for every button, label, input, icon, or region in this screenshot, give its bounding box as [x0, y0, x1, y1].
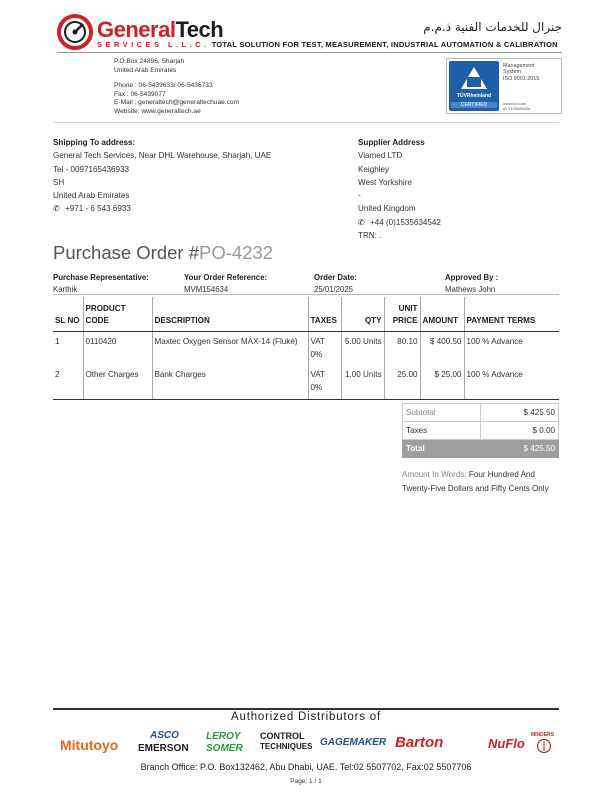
cert-line2: System [503, 69, 521, 76]
cell-qty: 1.00 Units [341, 365, 384, 399]
approved-label: Approved By : [445, 273, 499, 282]
approved-value: Mathews John [445, 285, 496, 294]
amount-in-words [402, 468, 562, 495]
col-header-taxes: TAXES [308, 297, 341, 331]
info-order-date [314, 272, 357, 296]
brand-gagemaker: GAGEMAKER [320, 737, 387, 748]
shipping-line: Tel - 0097165436933 [53, 164, 130, 174]
cell-payment-terms: 100 % Advance [464, 331, 559, 365]
header-divider [57, 52, 562, 53]
amount-words-label: Amount In Words: [402, 470, 467, 479]
cell-description: Bank Charges [152, 365, 308, 399]
cell-qty: 5.00 Units [341, 331, 384, 365]
cert-line1: Management [503, 63, 535, 69]
cell-sl: 2 [53, 365, 83, 399]
cell-sl: 1 [55, 336, 60, 346]
shipping-line: United Arab Emirates [53, 191, 130, 201]
shipping-line: SH [53, 177, 65, 187]
contact-pobox: P.O.Box 24896, Sharjah [114, 58, 185, 65]
header-separator [53, 122, 559, 123]
cell-amount: $ 25.00 [420, 365, 464, 399]
tagline-row [97, 40, 562, 52]
col-header-sl: SL NO [53, 297, 83, 331]
brand-techniques: TECHNIQUES [260, 742, 313, 751]
brand-nuflo: NuFlo [488, 736, 525, 751]
table-row [53, 365, 559, 399]
brand-minders: MINDERS [531, 732, 555, 738]
total-row [403, 440, 559, 458]
col-header-code: PRODUCT CODE [83, 297, 152, 331]
contact-website: Website: www.generaltech.ae [114, 107, 201, 115]
cell-taxes: VAT 0% [308, 365, 341, 399]
brand-leroy: LEROY [206, 731, 241, 742]
brand-somer: SOMER [206, 743, 243, 754]
info-approved-by [445, 272, 498, 296]
supplier-phone: +44 (0)1535634542 [370, 217, 441, 227]
total-label: Total [403, 440, 481, 458]
page-title [53, 242, 273, 264]
contact-country: United Arab Emirates [114, 66, 177, 74]
certification-text [503, 63, 539, 82]
shipping-line: General Tech Services, Near DHL Warehouse, Sharjah, UAE [53, 151, 272, 161]
shipping-phone: +971 - 6 543 6933 [65, 204, 131, 214]
col-header-payment-terms: PAYMENT TERMS [464, 297, 559, 331]
company-contact [114, 58, 239, 117]
company-tagline: TOTAL SOLUTION FOR TEST, MEASUREMENT, INDUSTRIAL AUTOMATION & CALIBRATION [211, 40, 558, 49]
taxes-label: Taxes [403, 422, 481, 440]
ref-label: Your Order Reference: [184, 273, 268, 282]
cell-amount: $ 400.50 [420, 331, 464, 365]
info-representative [53, 272, 149, 296]
gauge-logo-icon [57, 14, 93, 50]
po-number: PO-4232 [199, 242, 274, 263]
col-header-description: DESCRIPTION [152, 297, 308, 331]
brand-barton: Barton [395, 734, 444, 751]
total-value: $ 425.50 [481, 440, 559, 458]
supplier-line: West Yorkshire [358, 177, 412, 187]
supplier-line: Keighley [358, 164, 390, 174]
col-header-qty: QTY [341, 297, 384, 331]
rep-label: Purchase Representative: [53, 273, 149, 282]
order-lines-table [53, 297, 559, 400]
taxes-row [403, 422, 559, 440]
supplier-address [358, 136, 441, 242]
col-header-amount: AMOUNT [420, 297, 464, 331]
supplier-line: Viamed LTD [358, 151, 403, 161]
page-number: Page: 1 / 1 [290, 778, 322, 785]
cell-payment-terms: 100 % Advance [464, 365, 559, 399]
table-header-row [53, 297, 559, 331]
col-header-unit-price: UNIT PRICE [384, 297, 420, 331]
table-row [53, 331, 559, 365]
supplier-line: United Kingdom [358, 204, 416, 214]
amount-words-value: Four Hundred And Twenty-Five Dollars and Fifty Cents Only [402, 470, 549, 493]
po-title-prefix: Purchase Order # [53, 242, 200, 263]
cell-taxes: VAT 0% [308, 331, 341, 365]
brand-name-part2: Tech [175, 17, 224, 42]
info-separator [53, 294, 559, 295]
brand-mitutoyo: Mitutoyo [60, 737, 119, 753]
shipping-phone-row [53, 202, 271, 215]
certification-id [503, 101, 530, 111]
brand-name-part1: General [97, 17, 176, 42]
minders-emblem-icon [536, 738, 552, 754]
phone-icon: ✆ [53, 204, 60, 214]
brand-asco: ASCO [150, 730, 179, 741]
brand-control: CONTROL [260, 731, 305, 741]
cell-code: 0110420 [83, 331, 152, 365]
cell-unit-price: 80.10 [384, 331, 420, 365]
taxes-value: $ 0.00 [481, 422, 559, 440]
shipping-address [53, 136, 271, 216]
services-label: SERVICES L.L.C. [97, 40, 210, 49]
contact-fax: Fax : 06-5439077 [114, 90, 166, 98]
contact-email: E-Mail : generaltech@generaltechuae.com [114, 99, 240, 107]
cert-small2: ID 9105085006 [503, 106, 531, 111]
cert-line3: ISO 9001:2015 [503, 75, 540, 82]
supplier-phone-row [358, 216, 441, 229]
info-reference [184, 272, 267, 296]
subtotal-value: $ 425.50 [481, 404, 559, 422]
subtotal-label: Subtotal [403, 404, 481, 422]
date-value: 25/01/2025 [314, 285, 354, 294]
cert-small1: www.tuv.com [503, 101, 527, 106]
date-label: Order Date: [314, 273, 357, 282]
supplier-line: - [358, 191, 361, 201]
company-header [57, 14, 562, 54]
cell-description: Maxtec Oxygen Sensor MAX-14 (Fluke) [152, 331, 308, 365]
shipping-heading: Shipping To address: [53, 138, 136, 147]
authorized-distributors-heading: Authorized Distributors of [231, 711, 381, 723]
arabic-company-name: جنرال للخدمات الفنية ذ.م.م [423, 20, 562, 34]
contact-phone: Phone : 06-5439633/ 06-5436733 [114, 82, 213, 90]
certification-badge [446, 58, 562, 114]
subtotal-row [403, 404, 559, 422]
branch-office: Branch Office: P.O. Box132462, Abu Dhabi, UAE. Tel:02 5507702, Fax:02 5507706 [140, 762, 472, 772]
cell-unit-price: 25.00 [384, 365, 420, 399]
footer-divider [53, 708, 559, 710]
supplier-heading: Supplier Address [358, 138, 425, 147]
brand-logos [58, 730, 563, 758]
tuv-badge-label: CERTIFIED [451, 102, 497, 108]
totals-table [402, 403, 559, 458]
tuv-badge-name: TÜVRheinland [456, 93, 492, 99]
phone-icon: ✆ [358, 217, 365, 227]
ref-value: MVM154634 [184, 285, 229, 294]
brand-emerson: EMERSON [138, 743, 189, 754]
tuv-badge-icon [449, 61, 499, 111]
supplier-trn: TRN: . [358, 231, 382, 241]
rep-value: Karthik [53, 285, 78, 294]
cell-code: Other Charges [83, 365, 152, 399]
